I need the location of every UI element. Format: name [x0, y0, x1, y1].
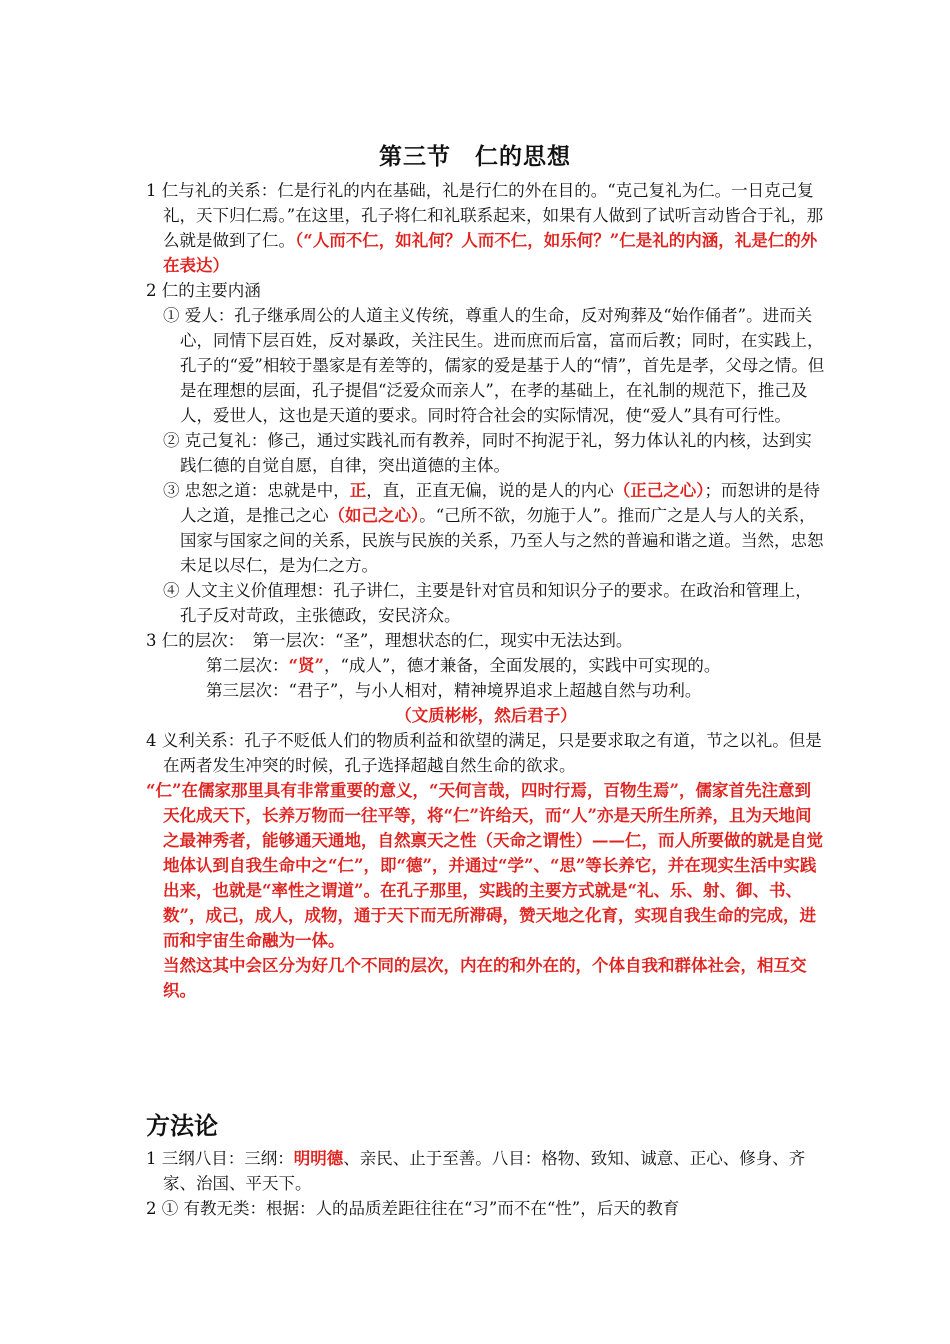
loyalty-text-c: ；而恕讲的是待人之道，是推己之心 — [180, 481, 820, 525]
level-2-label: 第二层次： — [206, 656, 289, 675]
relation-text: 1 仁与礼的关系：仁是行礼的内在基础，礼是行仁的外在目的。“克己复礼为仁。一日克己复礼，天下归仁焉。”在这里，孔子将仁和礼联系起来，如果有人做到了试听言动皆合于礼，那么就是做到了仁。 — [146, 181, 824, 250]
red-essay-paragraph: “仁”在儒家那里具有非常重要的意义，“天何言哉，四时行焉，百物生焉”，儒家首先注意到天化成天下，长养万物而一往平等，将“仁”许给天，而“人”亦是天所生所养，且为天地间之最神秀者，能够通天通地，自然禀天之性（天命之谓性）——仁，而人所要做的就是自觉地体认到自我生命中之“仁”，即“德”，并通过“学”、“思”等长养它，并在现实生活中实践出来，也就是“率性之谓道”。在孔子那里，实践的主要方式就是“礼、乐、射、御、书、数”，成己，成人，成物，通于天下而无所滞碍，赞天地之化育，实现自我生命的完成，进而和宇宙生命融为一体。 — [146, 781, 823, 950]
three-eight-b: 、亲民、止于至善。八目：格物、致知、诚意、正心、修身、齐家、治国、平天下。 — [163, 1149, 806, 1193]
three-eight-paragraph — [146, 1146, 826, 1196]
item-restraint: ② 克己复礼：修己，通过实践礼而有教养，同时不拘泥于礼，努力体认礼的内核，达到实践仁德的自觉自愿，自律，突出道德的主体。 — [163, 431, 812, 475]
loyalty-red-3: （如己之心） — [328, 506, 420, 525]
relation-red-note: （“人而不仁，如礼何？人而不仁，如乐何？”仁是礼的内涵，礼是仁的外在表达） — [163, 231, 818, 275]
teaching-paragraph: 2 ① 有教无类：根据：人的品质差距往往在“习”而不在“性”，后天的教育 — [146, 1199, 680, 1218]
level-line-1: 3 仁的层次： 第一层次：“圣”，理想状态的仁，现实中无法达到。 — [146, 631, 633, 650]
item-loyalty — [146, 478, 826, 578]
loyalty-red-1: 正 — [349, 481, 367, 500]
level-line-2 — [146, 653, 826, 678]
methodology-body — [146, 1146, 826, 1221]
relation-paragraph — [146, 178, 826, 278]
level-3-red-note: （文质彬彬，然后君子） — [395, 706, 577, 725]
righteousness-paragraph: 4 义利关系：孔子不贬低人们的物质利益和欲望的满足，只是要求取之有道，节之以礼。但是在两者发生冲突的时候，孔子选择超越自然生命的欲求。 — [146, 731, 822, 775]
loyalty-red-2: （正己之心） — [613, 481, 705, 500]
loyalty-text-a: ③ 忠恕之道：忠就是中， — [163, 481, 350, 500]
item-love: ① 爱人：孔子继承周公的人道主义传统，尊重人的生命，反对殉葬及“始作俑者”。进而关心，同情下层百姓，反对暴政，关注民生。进而庶而后富，富而后教；同时，在实践上，孔子的“爱”相较于墨家是有差等的，儒家的爱是基于人的“情”，首先是孝，父母之情。但是在理想的层面，孔子提倡“泛爱众而亲人”，在孝的基础上，在礼制的规范下，推己及人，爱世人，这也是天道的要求。同时符合社会的实际情况，使“爱人”具有可行性。 — [163, 306, 825, 425]
loyalty-text-b: ，直，正直无偏，说的是人的内心 — [366, 481, 614, 500]
red-essay-conclusion: 当然这其中会区分为好几个不同的层次，内在的和外在的，个体自我和群体社会，相互交织。 — [163, 956, 807, 1000]
methodology-heading: 方法论 — [146, 1112, 218, 1140]
level-line-3: 第三层次：“君子”，与小人相对，精神境界追求上超越自然与功利。 — [206, 681, 702, 700]
content-heading: 2 仁的主要内涵 — [146, 281, 261, 300]
three-eight-a: 1 三纲八目：三纲： — [146, 1149, 294, 1168]
item-humanism: ④ 人文主义价值理想：孔子讲仁，主要是针对官员和知识分子的要求。在政治和管理上，孔子反对苛政，主张德政，安民济众。 — [163, 581, 812, 625]
level-2-red: “贤” — [288, 656, 324, 675]
section-title: 第三节 仁的思想 — [379, 143, 571, 170]
section-body — [146, 178, 826, 1003]
level-2-text: ，“成人”，德才兼备，全面发展的，实践中可实现的。 — [323, 656, 721, 675]
loyalty-text-d: 。“己所不欲，勿施于人”。推而广之是人与人的关系，国家与国家之间的关系，民族与民族的关系，乃至人与之然的普遍和谐之道。当然，忠恕未足以尽仁，是为仁之方。 — [180, 506, 824, 575]
three-eight-red: 明明德 — [293, 1149, 344, 1168]
